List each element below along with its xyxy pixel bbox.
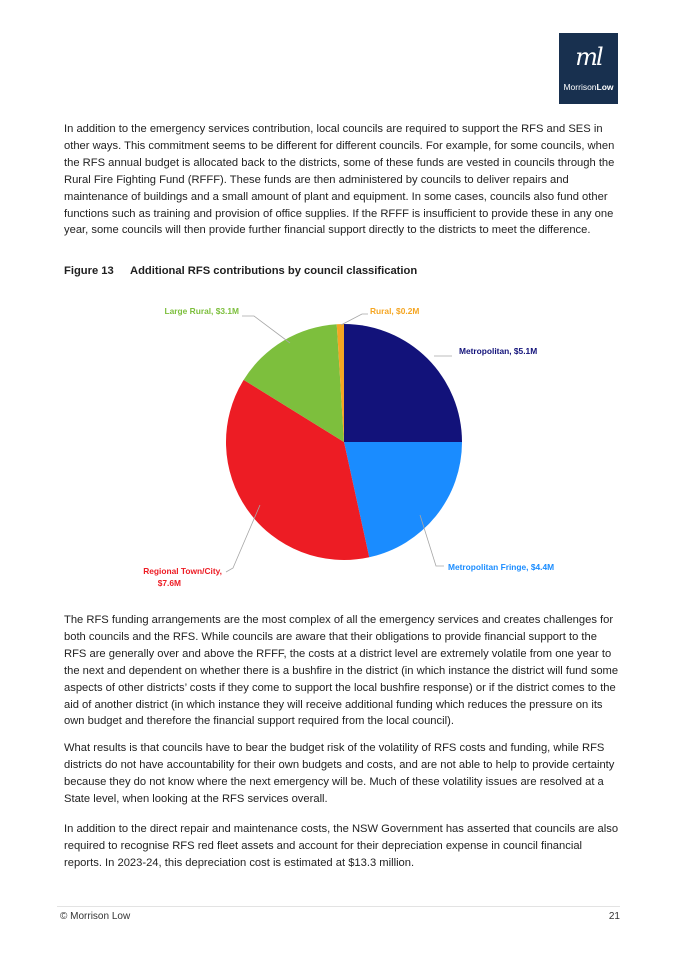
- paragraph-funding-arrangements: The RFS funding arrangements are the most complex of all the emergency services and creates challenges for both councils and the RFS. While councils are aware that their obligations to provide financial support to the RFS are generally over and above the RFFF, the costs at a district level are extremely volatile from one year to the next and dependent on whether there is a bushfire in the district (in which instance the district will fund some aspects of other districts’ costs if they come to support the local bushfire response) or if the district comes to the aid of another district (in which instance they will receive additional funding which reduces the pressure on its own budget and therefore the financial support required from the local council).: [64, 614, 619, 728]
- page-number: 21: [608, 911, 620, 922]
- pie-label-0: Metropolitan, $5.1M: [459, 346, 538, 356]
- pie-label-4: Rural, $0.2M: [370, 306, 420, 316]
- footer-divider: [57, 906, 620, 907]
- paragraph-emergency-contribution: In addition to the emergency services contribution, local councils are required to support the RFS and SES in other ways. This commitment seems to be different for different councils. For example, for some councils, when the RFS annual budget is allocated back to the districts, some of these funds are vested in councils through the Rural Fire Fighting Fund (RFFF). These funds are then administered by councils to deliver repairs and maintenance of buildings and a small amount of plant and equipment. In some cases, councils also fund other functions such as training and provision of office supplies. If the RFFF is insufficient to provide these in any one year, some councils will then provide further financial support directly to the districts to meet the difference.: [64, 123, 615, 237]
- leader-line-4: [341, 314, 368, 325]
- figure-number: Figure 13: [64, 265, 114, 277]
- paragraph-depreciation: In addition to the direct repair and maintenance costs, the NSW Government has asserted that councils are also required to recognise RFS red fleet assets and account for their depreciation expense in council financial reports. In 2023-24, this depreciation cost is estimated at $13.3 million.: [64, 823, 619, 869]
- pie-chart: [0, 290, 675, 600]
- figure-caption: [64, 265, 417, 277]
- figure-title: Additional RFS contributions by council classification: [130, 265, 418, 277]
- pie-slice-0: [344, 324, 462, 442]
- logo-mark: ml: [575, 43, 602, 71]
- leader-line-3: [242, 316, 290, 343]
- logo-wordmark: [559, 82, 618, 92]
- logo-name-regular: Morrison: [563, 82, 597, 92]
- pie-label-1: Metropolitan Fringe, $4.4M: [448, 562, 555, 572]
- morrison-low-logo: [559, 33, 618, 104]
- pie-label-3: Large Rural, $3.1M: [164, 306, 239, 316]
- paragraph-budget-risk: What results is that councils have to bear the budget risk of the volatility of RFS costs and funding, while RFS districts do not have accountability for their own budgets and costs, and are not able to help to provide certainty because they do not know where the next emergency will be. Much of these volatility issues are resolved at a State level, when looking at the RFS services overall.: [64, 742, 615, 805]
- footer-copyright: © Morrison Low: [60, 911, 131, 922]
- logo-name-bold: Low: [596, 82, 614, 92]
- pie-label-2: Regional Town/City, $7.6M: [143, 566, 222, 588]
